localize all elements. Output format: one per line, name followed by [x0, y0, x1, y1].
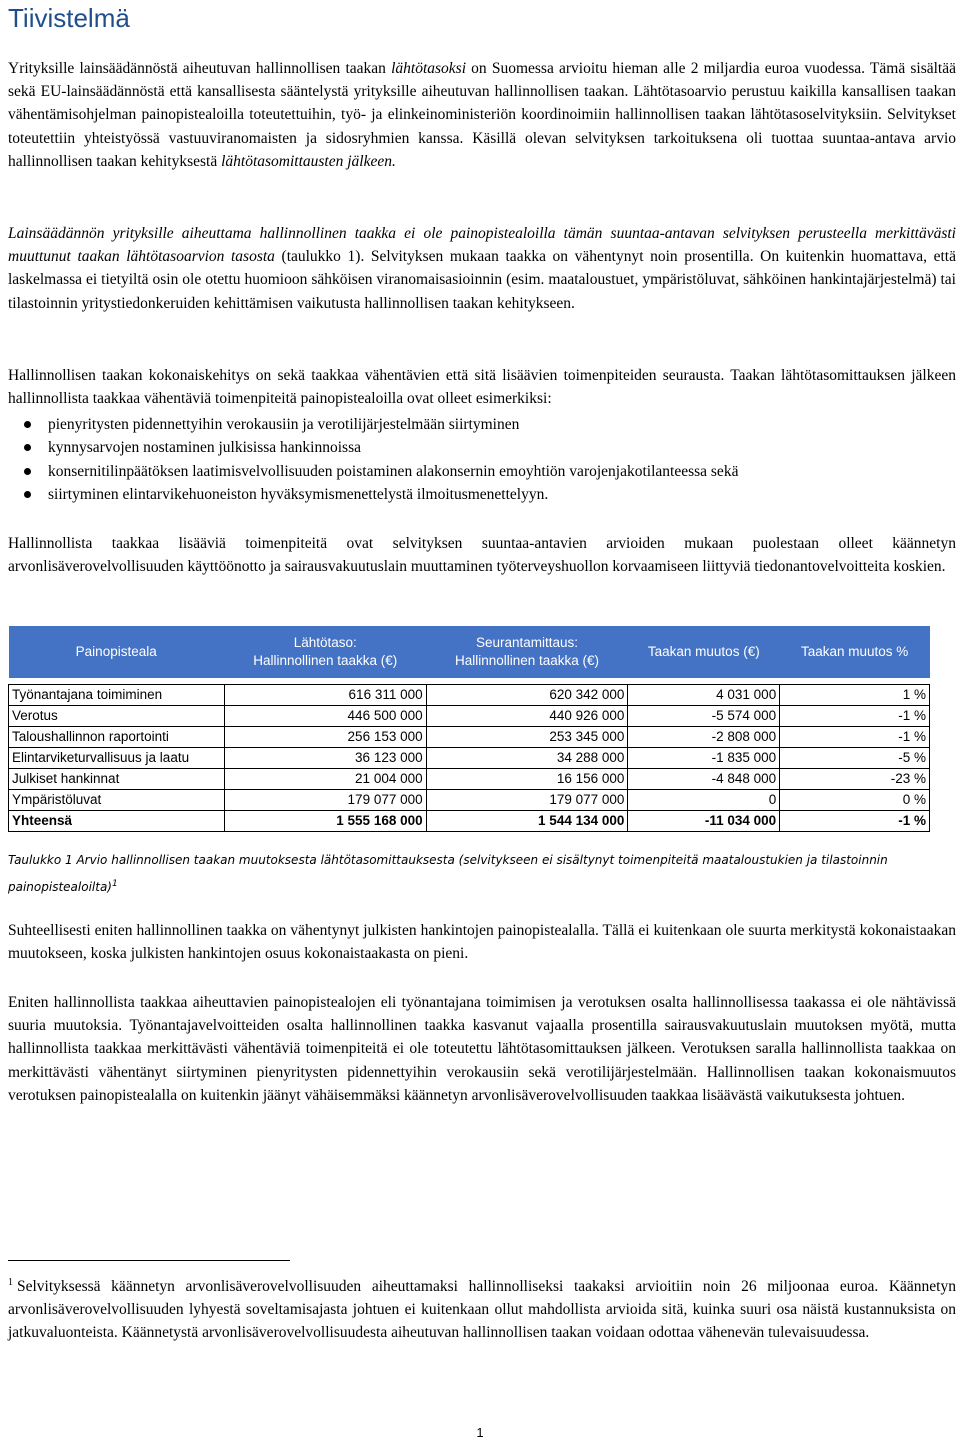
- summary-paragraph-6: Eniten hallinnollista taakkaa aiheuttavien painopistealojen eli työnantajana toimimisen ja verotuksen osalta hallinnollisessa taakassa ei ole nähtävissä suuria muutoksia. Työnantajavelvoitteiden osalta hallinnollinen taakka kasvanut vajaalla prosentilla sairausvakuutuslain muutoksen myötä, mutta hallinnollista taakkaa merkittävästi vähentäviä toimenpiteitä ei ole toteutettu lähtötasomittauksen jälkeen. Verotuksen saralla hallinnollista taakkaa on merkittävästi vähentänyt siirtyminen pienyritysten pidennettyihin verokausiin sekä verotilijärjestelmään. Hallinnollisen taakan kokonaismuutos verotuksen painopistealalla on kuitenkin jäänyt vähäisemmäksi käännetyn arvonlisäverovelvollisuuden taakkaa lisäävästä vaikutuksesta johtuen.: [8, 994, 956, 1104]
- table-row: [9, 706, 930, 727]
- table-cell: -1 835 000: [628, 748, 780, 769]
- table-row: [9, 727, 930, 748]
- emphasis-text: lähtötasoksi: [391, 60, 467, 77]
- summary-paragraph-3: Hallinnollisen taakan kokonaiskehitys on sekä taakkaa vähentävien että sitä lisäävien toimenpiteiden seurausta. Taakan lähtötasomittauksen jälkeen hallinnollista taakkaa vähentäviä toimenpiteitä painopistealoilla ovat olleet esimerkiksi:: [8, 367, 956, 408]
- table-row: [9, 790, 930, 811]
- list-item: [0, 413, 956, 436]
- column-header: Taakan muutos %: [780, 626, 930, 678]
- table-cell: 1 555 168 000: [224, 811, 426, 832]
- table-cell: -5 %: [780, 748, 930, 769]
- footnote: [8, 1271, 956, 1345]
- table-cell: 253 345 000: [426, 727, 628, 748]
- table-cell: 16 156 000: [426, 769, 628, 790]
- table-cell: -1 %: [780, 811, 930, 832]
- table-cell: 0: [628, 790, 780, 811]
- list-item: [0, 483, 956, 506]
- table-cell: Julkiset hankinnat: [9, 769, 225, 790]
- bullet-icon: [24, 468, 31, 475]
- table-cell: Verotus: [9, 706, 225, 727]
- table-row: [9, 685, 930, 706]
- table-cell: 440 926 000: [426, 706, 628, 727]
- table-cell: 21 004 000: [224, 769, 426, 790]
- list-item-text: siirtyminen elintarvikehuoneiston hyväksymismenettelystä ilmoitusmenettelyyn.: [48, 485, 549, 503]
- list-item-text: konsernitilinpäätöksen laatimisvelvollisuuden poistaminen alakonsernin emoyhtiön varojenjakotilanteessa sekä: [48, 462, 739, 480]
- list-item: [0, 436, 956, 459]
- column-header: Painopisteala: [9, 626, 225, 678]
- table-cell: 616 311 000: [224, 685, 426, 706]
- table-caption: [8, 848, 948, 899]
- paragraph-text: on Suomessa arvioitu hieman alle 2 miljardia euroa vuodessa. Tämä sisältää sekä EU-lainsäädännöstä että kansallisesta sääntelystä yrityksille aiheutuvan hallinnollisen taakan. Lähtötasoarvio perustuu kaikilla kansallisen taakan vähentämisohjelman painopistealoilla toteutettuihin, työ- ja elinkeinoministeriön koordinoimiin hallinnollisen taakan lähtötasoselvityksiin. Selvitykset toteutettiin yhteistyössä vastuuviranomaisten ja sidosryhmien kanssa. Käsillä olevan selvityksen tarkoituksena oli tuottaa suuntaa-antava arvio hallinnollisen taakan kehityksestä: [8, 60, 956, 170]
- table-cell: Ympäristöluvat: [9, 790, 225, 811]
- table-cell: 36 123 000: [224, 748, 426, 769]
- emphasis-text: Lainsäädännön yrityksille aiheuttama hallinnollinen taakka ei ole painopistealoilla tämän suuntaa-antavan selvityksen perusteella merkittävästi muuttunut taakan lähtötasoarvion tasosta: [8, 225, 956, 266]
- column-header: Taakan muutos (€): [628, 626, 780, 678]
- list-item-text: pienyritysten pidennettyihin verokausiin ja verotilijärjestelmään siirtyminen: [48, 416, 520, 433]
- table-row: [9, 748, 930, 769]
- table-cell: 620 342 000: [426, 685, 628, 706]
- table-cell: 179 077 000: [224, 790, 426, 811]
- table-cell: Yhteensä: [9, 811, 225, 832]
- bullet-icon: [24, 491, 31, 498]
- table-cell: 0 %: [780, 790, 930, 811]
- column-header: Lähtötaso: Hallinnollinen taakka (€): [224, 626, 426, 678]
- page-title: Tiivistelmä: [8, 3, 130, 33]
- table-cell: Taloushallinnon raportointi: [9, 727, 225, 748]
- table-cell: 256 153 000: [224, 727, 426, 748]
- table-cell: -1 %: [780, 727, 930, 748]
- table-cell: 446 500 000: [224, 706, 426, 727]
- bullet-icon: [24, 421, 31, 428]
- table-cell: -4 848 000: [628, 769, 780, 790]
- table-cell: -5 574 000: [628, 706, 780, 727]
- table-cell: 1 %: [780, 685, 930, 706]
- list-item: [0, 460, 956, 483]
- table-cell: -2 808 000: [628, 727, 780, 748]
- bullet-icon: [24, 444, 31, 451]
- table-cell: Elintarviketurvallisuus ja laatu: [9, 748, 225, 769]
- table-total-row: [9, 811, 930, 832]
- table-header-row: [9, 626, 930, 678]
- footnote-divider: [8, 1260, 290, 1261]
- paragraph-text: (taulukko 1). Selvityksen mukaan taakka on vähentynyt noin prosentilla. On kuitenkin huomattava, että laskelmassa ei tietyiltä osin ole otettu huomioon sähköisen viranomaisasioinnin (esim. maataloustuet, ympäristöluvat, sähköinen hankintajärjestelmä) tai tilastoinnin yritystiedonkeruiden kehittämisen vaikutusta hallinnollisen taakan kehitykseen.: [8, 248, 956, 312]
- table-cell: -23 %: [780, 769, 930, 790]
- footnote-number: 1: [8, 1277, 13, 1288]
- summary-paragraph-4: Hallinnollista taakkaa lisääviä toimenpiteitä ovat selvityksen suuntaa-antavien arvioiden mukaan puolestaan olleet käännetyn arvonlisäverovelvollisuuden käyttöönotto ja sairausvakuutuslain muuttaminen työterveyshuollon korvaamiseen liittyviä tiedonantovelvoitteita koskien.: [8, 535, 956, 576]
- caption-text: Taulukko 1 Arvio hallinnollisen taakan muutoksesta lähtötasomittauksesta (selvitykseen ei sisältynyt toimenpiteitä maataloustukien ja tilastoinnin painopistealoilta): [8, 853, 888, 894]
- page-number: 1: [476, 1425, 484, 1440]
- table-cell: 1 544 134 000: [426, 811, 628, 832]
- emphasis-text: lähtötasomittausten jälkeen.: [221, 152, 396, 170]
- table-row: [9, 769, 930, 790]
- table-cell: -1 %: [780, 706, 930, 727]
- footnote-text: Selvityksessä käännetyn arvonlisäverovelvollisuuden aiheuttamaksi hallinnolliseksi taakaksi arvioitiin noin 26 miljoonaa euroa. Käännetyn arvonlisäverovelvollisuuden lyhyestä soveltamisajasta johtuen ei kuitenkaan ollut mahdollista arvioida sitä, kuinka suuri osa näistä kustannuksista on jatkuvaluonteista. Käännetystä arvonlisäverovelvollisuudesta aiheutuvan hallinnollisen taakan voidaan odottaa vähenevän tulevaisuudessa.: [8, 1278, 956, 1342]
- column-header: Seurantamittaus: Hallinnollinen taakka (€): [426, 626, 628, 678]
- footnote-reference: 1: [111, 879, 118, 889]
- table-cell: Työnantajana toimiminen: [9, 685, 225, 706]
- reduction-measures-list: [0, 413, 956, 506]
- table-cell: -11 034 000: [628, 811, 780, 832]
- burden-table: [8, 626, 930, 832]
- paragraph-text: Yrityksille lainsäädännöstä aiheutuvan hallinnollisen taakan: [8, 60, 392, 77]
- table-cell: 179 077 000: [426, 790, 628, 811]
- table-cell: 34 288 000: [426, 748, 628, 769]
- table-cell: 4 031 000: [628, 685, 780, 706]
- summary-paragraph-5: Suhteellisesti eniten hallinnollinen taakka on vähentynyt julkisten hankintojen painopistealalla. Tällä ei kuitenkaan ole suurta merkitystä kokonaistaakan muutokseen, koska julkisten hankintojen osuus kokonaistaakasta on pieni.: [8, 922, 956, 963]
- list-item-text: kynnysarvojen nostaminen julkisissa hankinnoissa: [48, 439, 361, 457]
